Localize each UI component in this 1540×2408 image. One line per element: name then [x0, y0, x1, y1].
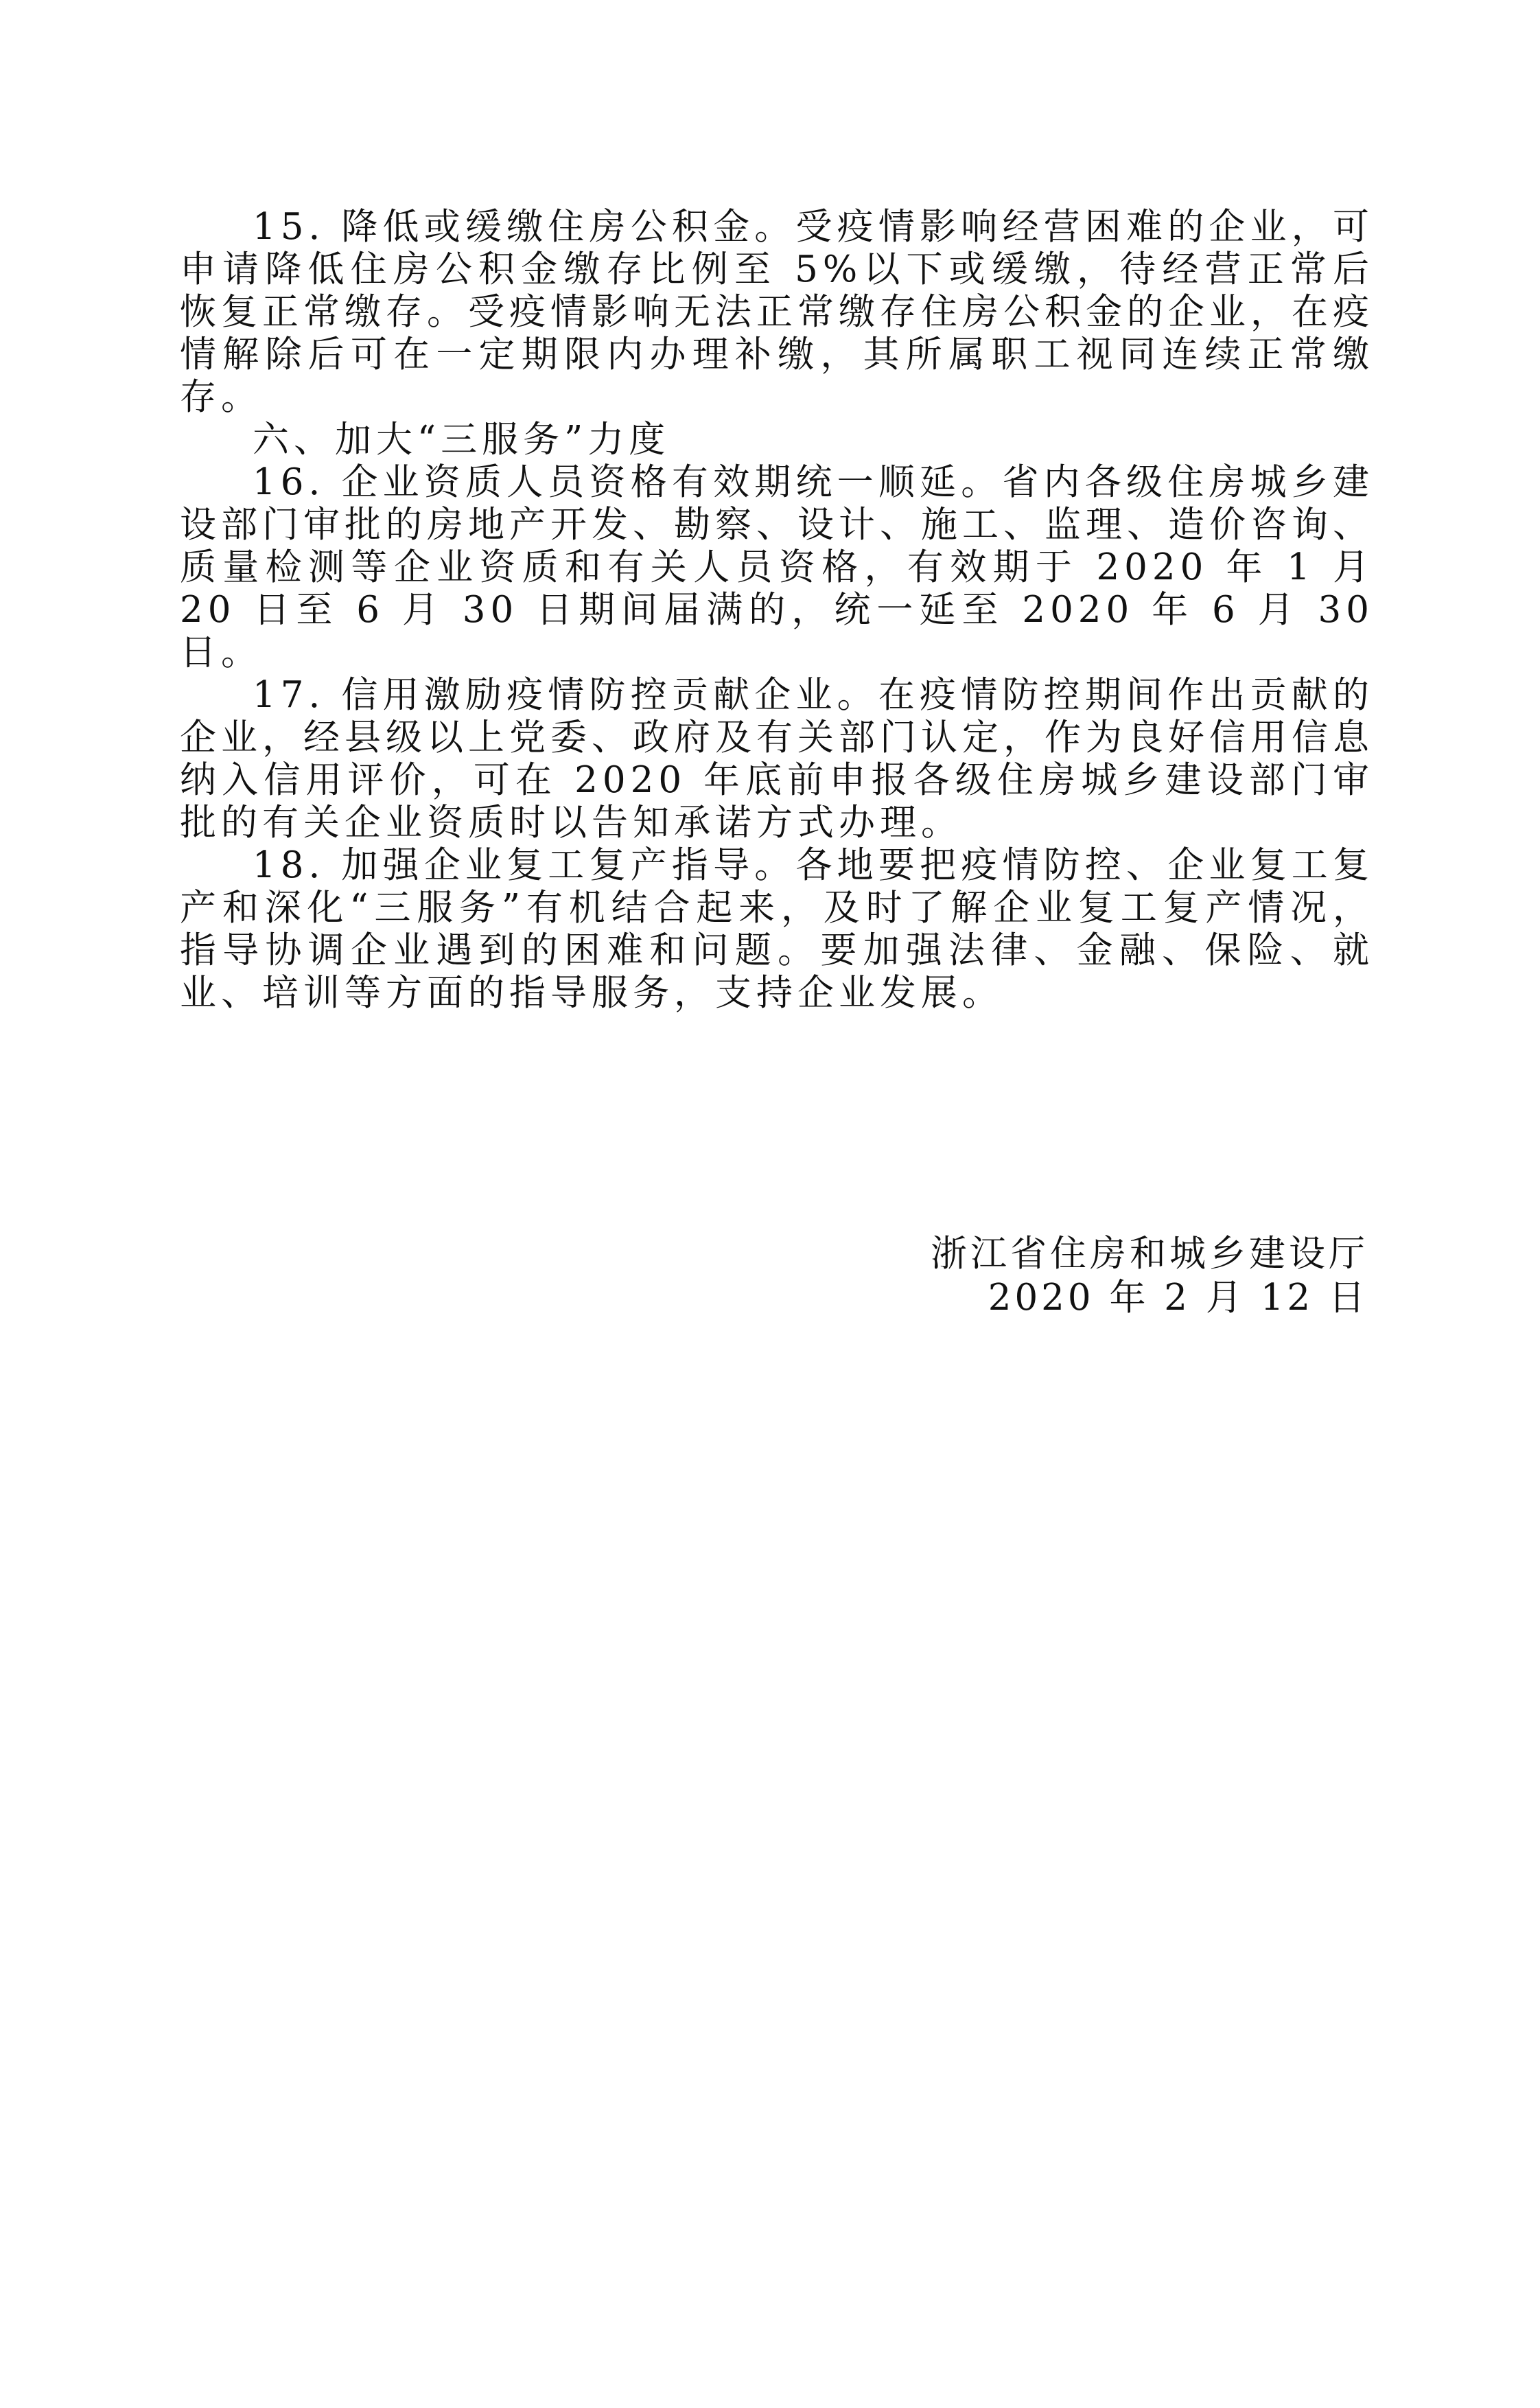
paragraph-16: 16. 企业资质人员资格有效期统一顺延。省内各级住房城乡建设部门审批的房地产开发、勘察、设计、施工、监理、造价咨询、质量检测等企业资质和有关人员资格，有效期于 2020 年 1 月 20 日至 6 月 30 日期间届满的，统一延至 2020 年 6 月 30 日。 — [180, 461, 1374, 673]
signature-block — [751, 1232, 1368, 1320]
issuer-name: 浙江省住房和城乡建设厅 — [931, 1233, 1368, 1275]
paragraph-15: 15. 降低或缓缴住房公积金。受疫情影响经营困难的企业，可申请降低住房公积金缴存比例至 5%以下或缓缴，待经营正常后恢复正常缴存。受疫情影响无法正常缴存住房公积金的企业，在疫情解除后可在一定期限内办理补缴，其所属职工视同连续正常缴存。 — [180, 206, 1374, 418]
paragraph-17: 17. 信用激励疫情防控贡献企业。在疫情防控期间作出贡献的企业，经县级以上党委、政府及有关部门认定，作为良好信用信息纳入信用评价，可在 2020 年底前申报各级住房城乡建设部门审批的有关企业资质时以告知承诺方式办理。 — [180, 674, 1374, 844]
paragraph-18: 18. 加强企业复工复产指导。各地要把疫情防控、企业复工复产和深化“三服务”有机结合起来，及时了解企业复工复产情况，指导协调企业遇到的困难和问题。要加强法律、金融、保险、就业、培训等方面的指导服务，支持企业发展。 — [180, 844, 1374, 1014]
issue-date: 2020 年 2 月 12 日 — [988, 1277, 1368, 1319]
document-body — [180, 206, 1374, 1015]
section-heading-6: 六、加大“三服务”力度 — [253, 419, 670, 461]
